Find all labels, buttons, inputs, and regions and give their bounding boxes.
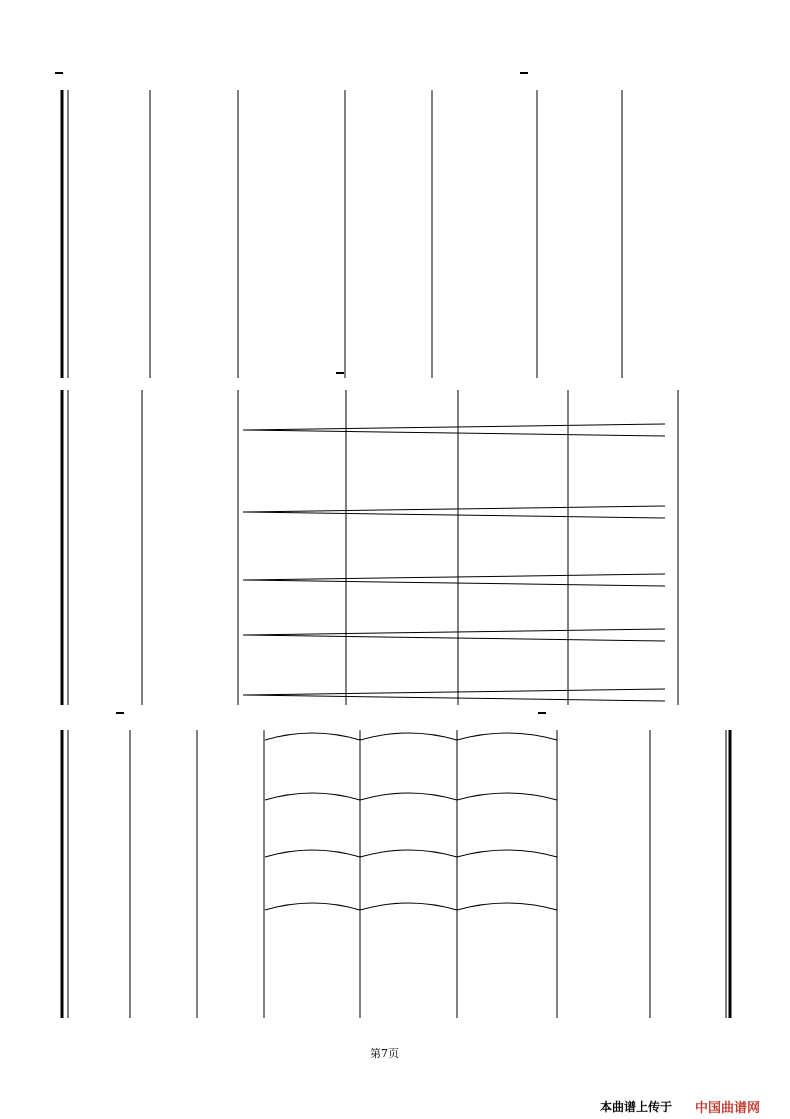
bar-line xyxy=(243,635,665,641)
tie xyxy=(457,903,557,910)
tie xyxy=(265,733,360,740)
measure-number xyxy=(116,712,124,714)
measure-number xyxy=(538,712,546,714)
measure-number xyxy=(520,72,528,74)
tie xyxy=(457,733,557,740)
bar-line xyxy=(243,424,665,430)
tie xyxy=(360,903,457,910)
bar-line xyxy=(243,689,665,695)
tie xyxy=(265,903,360,910)
measure-number xyxy=(55,72,63,74)
upload-credit: 本曲谱上传于 xyxy=(600,1100,673,1114)
tie xyxy=(265,850,360,857)
tie xyxy=(457,793,557,800)
bar-line xyxy=(243,512,665,518)
tie xyxy=(457,850,557,857)
tie xyxy=(265,793,360,800)
page-number: 第7页 xyxy=(370,1047,399,1060)
measure-number xyxy=(336,372,344,374)
bar-line xyxy=(243,430,665,436)
bar-line xyxy=(243,506,665,512)
bar-line xyxy=(243,695,665,701)
bar-line xyxy=(243,629,665,635)
tie xyxy=(360,850,457,857)
tie xyxy=(360,733,457,740)
bar-line xyxy=(243,574,665,580)
site-logo: 中国曲谱网 xyxy=(695,1101,761,1116)
tie xyxy=(360,793,457,800)
bar-line xyxy=(243,580,665,586)
